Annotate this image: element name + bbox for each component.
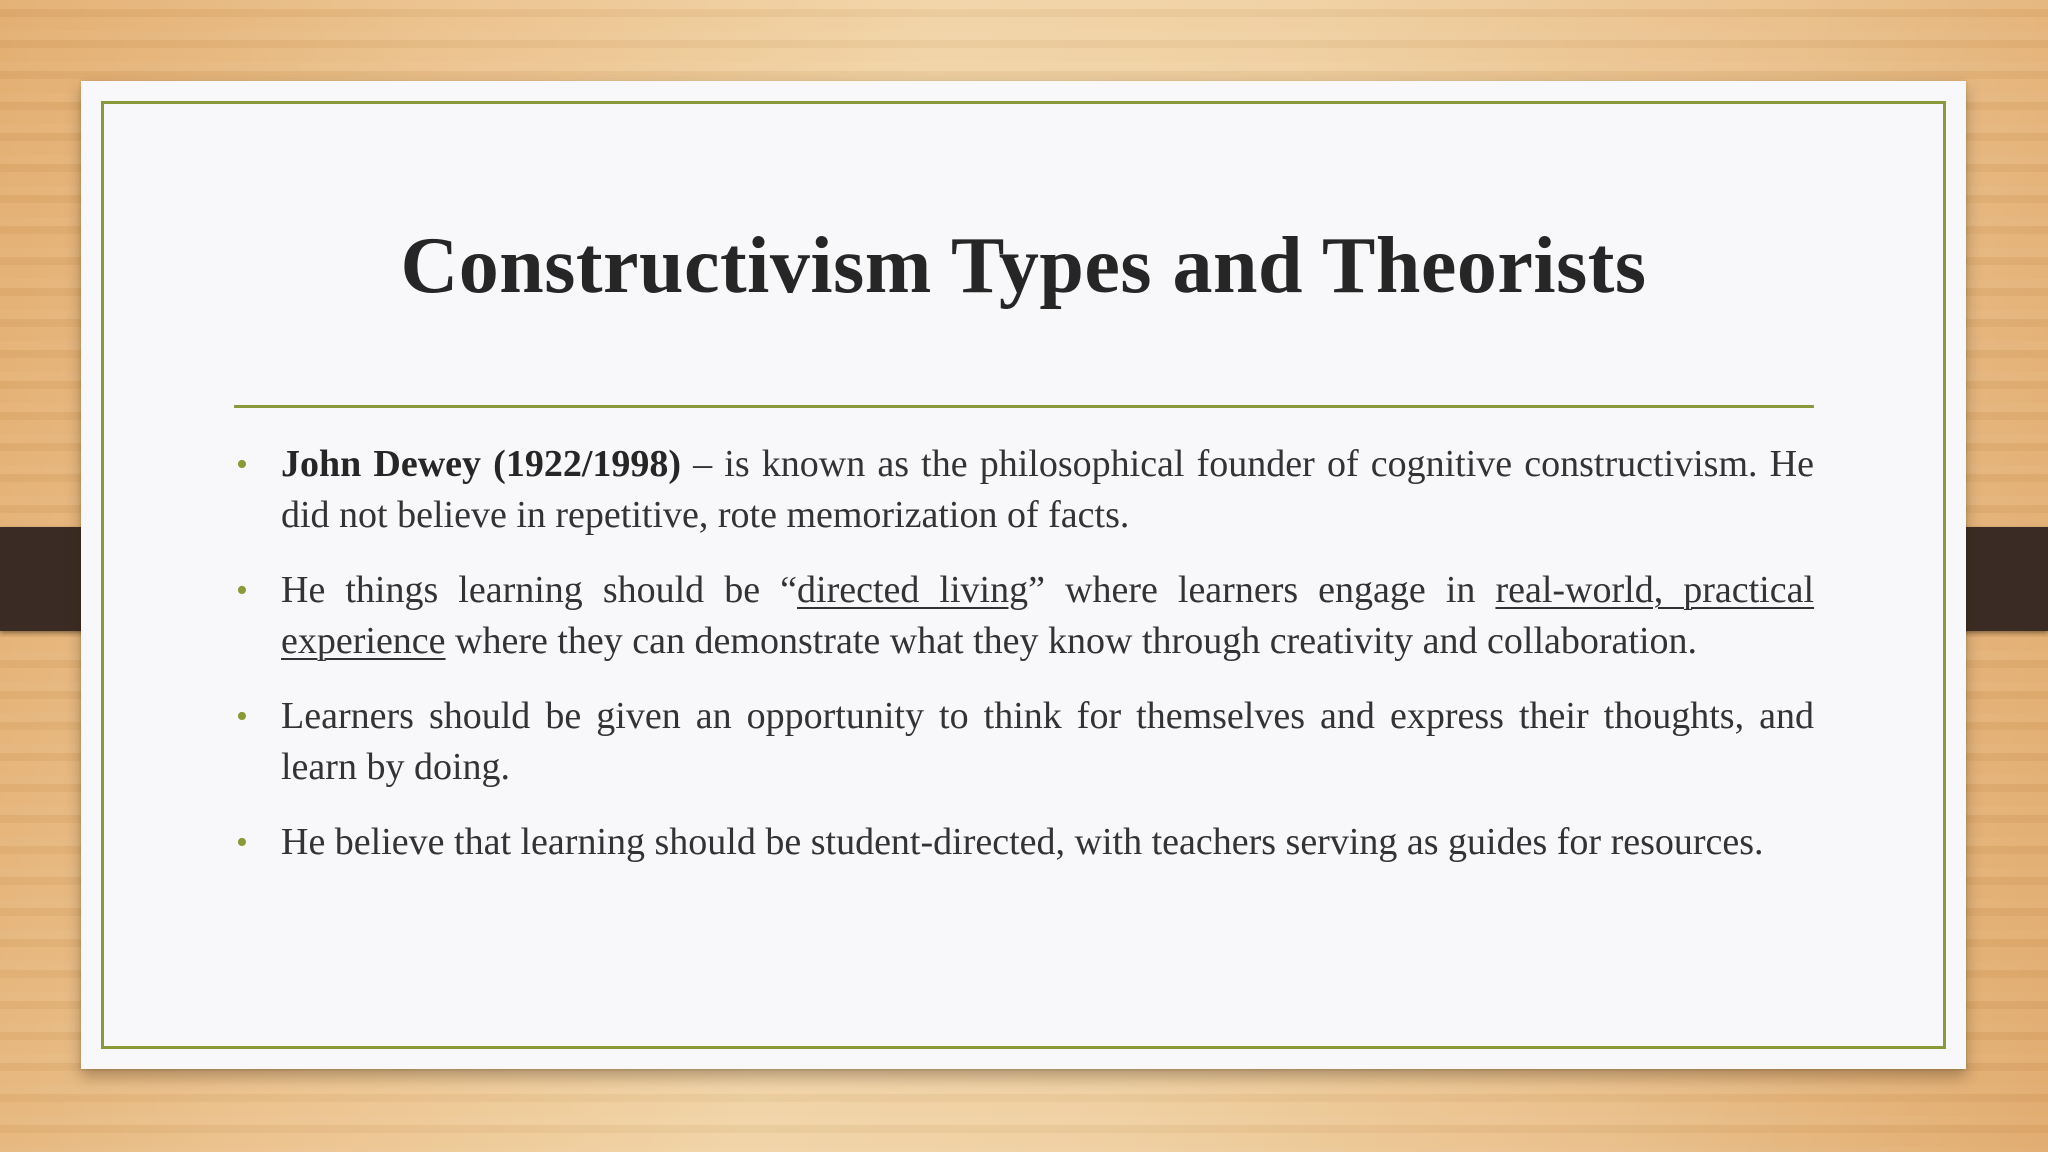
title-divider: [234, 405, 1814, 408]
bullet-text: He things learning should be “: [281, 569, 798, 611]
bullet-item-learners: [236, 691, 1814, 793]
bullet-icon: •: [236, 572, 248, 609]
bullet-icon: •: [236, 698, 248, 735]
underlined-term-directed-living: directed living: [797, 569, 1029, 611]
slide-title: Constructivism Types and Theorists: [400, 222, 1647, 310]
bullet-item-student-directed: [236, 817, 1814, 868]
bullet-item-dewey: [236, 439, 1814, 541]
bullet-item-directed-living: [236, 565, 1815, 667]
bullet-text: Learners should be given an opportunity to think for themselves and express their thoughts, and learn by doing.: [281, 695, 1814, 788]
underlined-term-real-world: real-world, practical experience: [281, 569, 1815, 662]
bullet-text: ” where learners engage in: [1028, 569, 1496, 611]
bullet-text: where they can demonstrate what they know through creativity and collaboration.: [445, 620, 1698, 662]
slide-card: [81, 81, 1966, 1069]
theorist-name: John Dewey (1922/1998): [281, 443, 682, 485]
bullet-icon: •: [236, 824, 248, 861]
bullet-text: – is known as the philosophical founder of cognitive constructivism. He did not believe in repetitive, rote memorization of facts.: [281, 443, 1814, 536]
bullet-text: He believe that learning should be student-directed, with teachers serving as guides for resources.: [281, 821, 1764, 863]
bullet-list: [236, 439, 1815, 892]
bullet-icon: •: [236, 446, 248, 483]
